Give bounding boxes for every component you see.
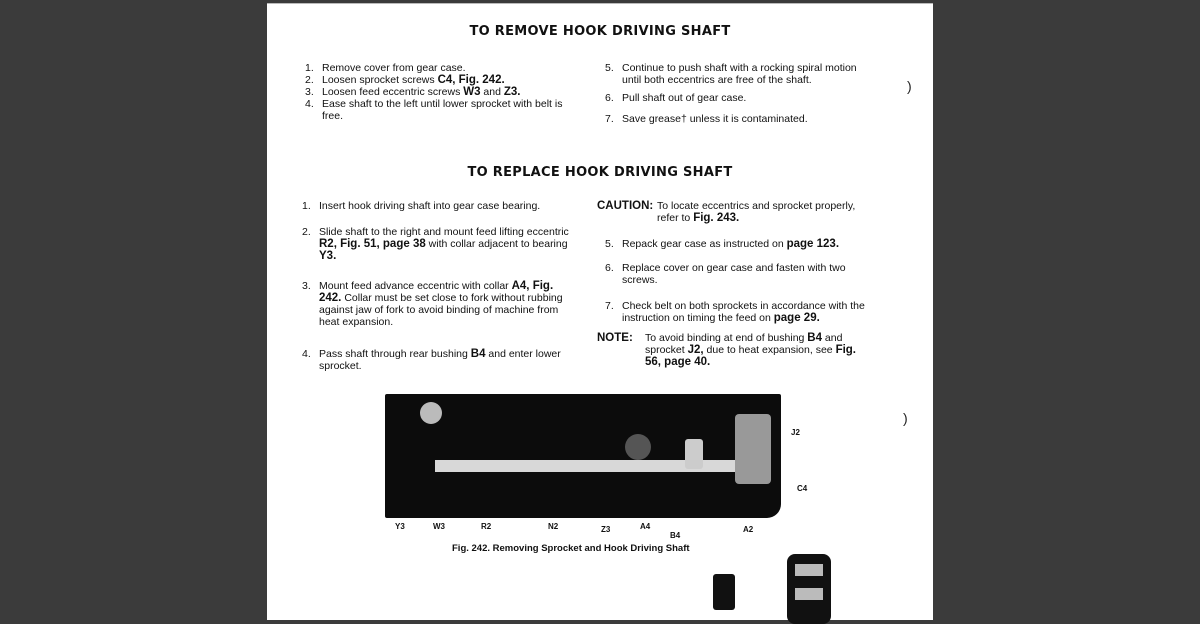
figure-caption: Fig. 242. Removing Sprocket and Hook Driving Shaft <box>452 543 690 554</box>
caution-note: CAUTION: To locate eccentrics and sprocket properly, refer to Fig. 243. <box>597 200 856 224</box>
label-n2: N2 <box>548 522 559 531</box>
note: NOTE: To avoid binding at end of bushing B4 and sprocket J2, due to heat expansion, see Fig. 56, page 40. <box>597 332 857 368</box>
document-page <box>267 3 933 620</box>
list-item: 4. Pass shaft through rear bushing B4 and enter lower sprocket. <box>302 348 561 372</box>
list-item: 1. Insert hook driving shaft into gear case bearing. <box>302 200 541 212</box>
heading-replace: TO REPLACE HOOK DRIVING SHAFT <box>467 165 733 180</box>
list-item: 5. Repack gear case as instructed on page 123. <box>605 238 840 250</box>
sprocket-highlight <box>795 564 823 576</box>
list-item: 4. Ease shaft to the left until lower sprocket with belt is free. <box>305 98 563 122</box>
label-c4: C4 <box>797 484 808 493</box>
list-item: 3. Loosen feed eccentric screws W3 and Z3. <box>305 86 521 98</box>
list-item: 6. Replace cover on gear case and fasten with two screws. <box>605 262 846 286</box>
bushing <box>685 439 703 469</box>
list-item: 5. Continue to push shaft with a rocking spiral motion until both eccentrics are free of the shaft. <box>605 62 857 86</box>
margin-mark: ) <box>903 410 908 426</box>
sprocket <box>735 414 771 484</box>
list-item: 6. Pull shaft out of gear case. <box>605 92 747 104</box>
list-item: 3. Mount feed advance eccentric with collar A4, Fig. 242. Collar must be set close to fork without rubbing against jaw of fork to avoid binding of machine from heat expansion. <box>302 280 563 328</box>
label-b4: B4 <box>670 531 681 540</box>
list-item: 2. Slide shaft to the right and mount feed lifting eccentric R2, Fig. 51, page 38 with collar adjacent to bearing Y3. <box>302 226 569 262</box>
list-item: 7. Save grease† unless it is contaminated. <box>605 113 808 125</box>
large-sprocket-image <box>787 554 831 624</box>
label-j2: J2 <box>791 428 800 437</box>
label-a2: A2 <box>743 525 754 534</box>
replace-list-left <box>302 200 577 372</box>
label-a4: A4 <box>640 522 651 531</box>
replace-list-right <box>597 200 872 368</box>
eccentric <box>625 434 651 460</box>
remove-list-right <box>605 62 877 125</box>
screw <box>420 402 442 424</box>
small-sprocket-image <box>713 574 735 610</box>
machine-photo <box>385 394 781 518</box>
remove-list-left <box>305 62 580 122</box>
label-z3: Z3 <box>601 525 611 534</box>
label-r2: R2 <box>481 522 492 531</box>
sprocket-highlight <box>795 588 823 600</box>
list-item: 2. Loosen sprocket screws C4, Fig. 242. <box>305 74 505 86</box>
list-item: 7. Check belt on both sprockets in accordance with the instruction on timing the feed on page 29. <box>605 300 865 324</box>
list-item: 1. Remove cover from gear case. <box>305 62 466 74</box>
label-y3: Y3 <box>395 522 405 531</box>
heading-remove: TO REMOVE HOOK DRIVING SHAFT <box>469 24 731 39</box>
margin-mark: ) <box>907 78 912 94</box>
label-w3: W3 <box>433 522 445 531</box>
